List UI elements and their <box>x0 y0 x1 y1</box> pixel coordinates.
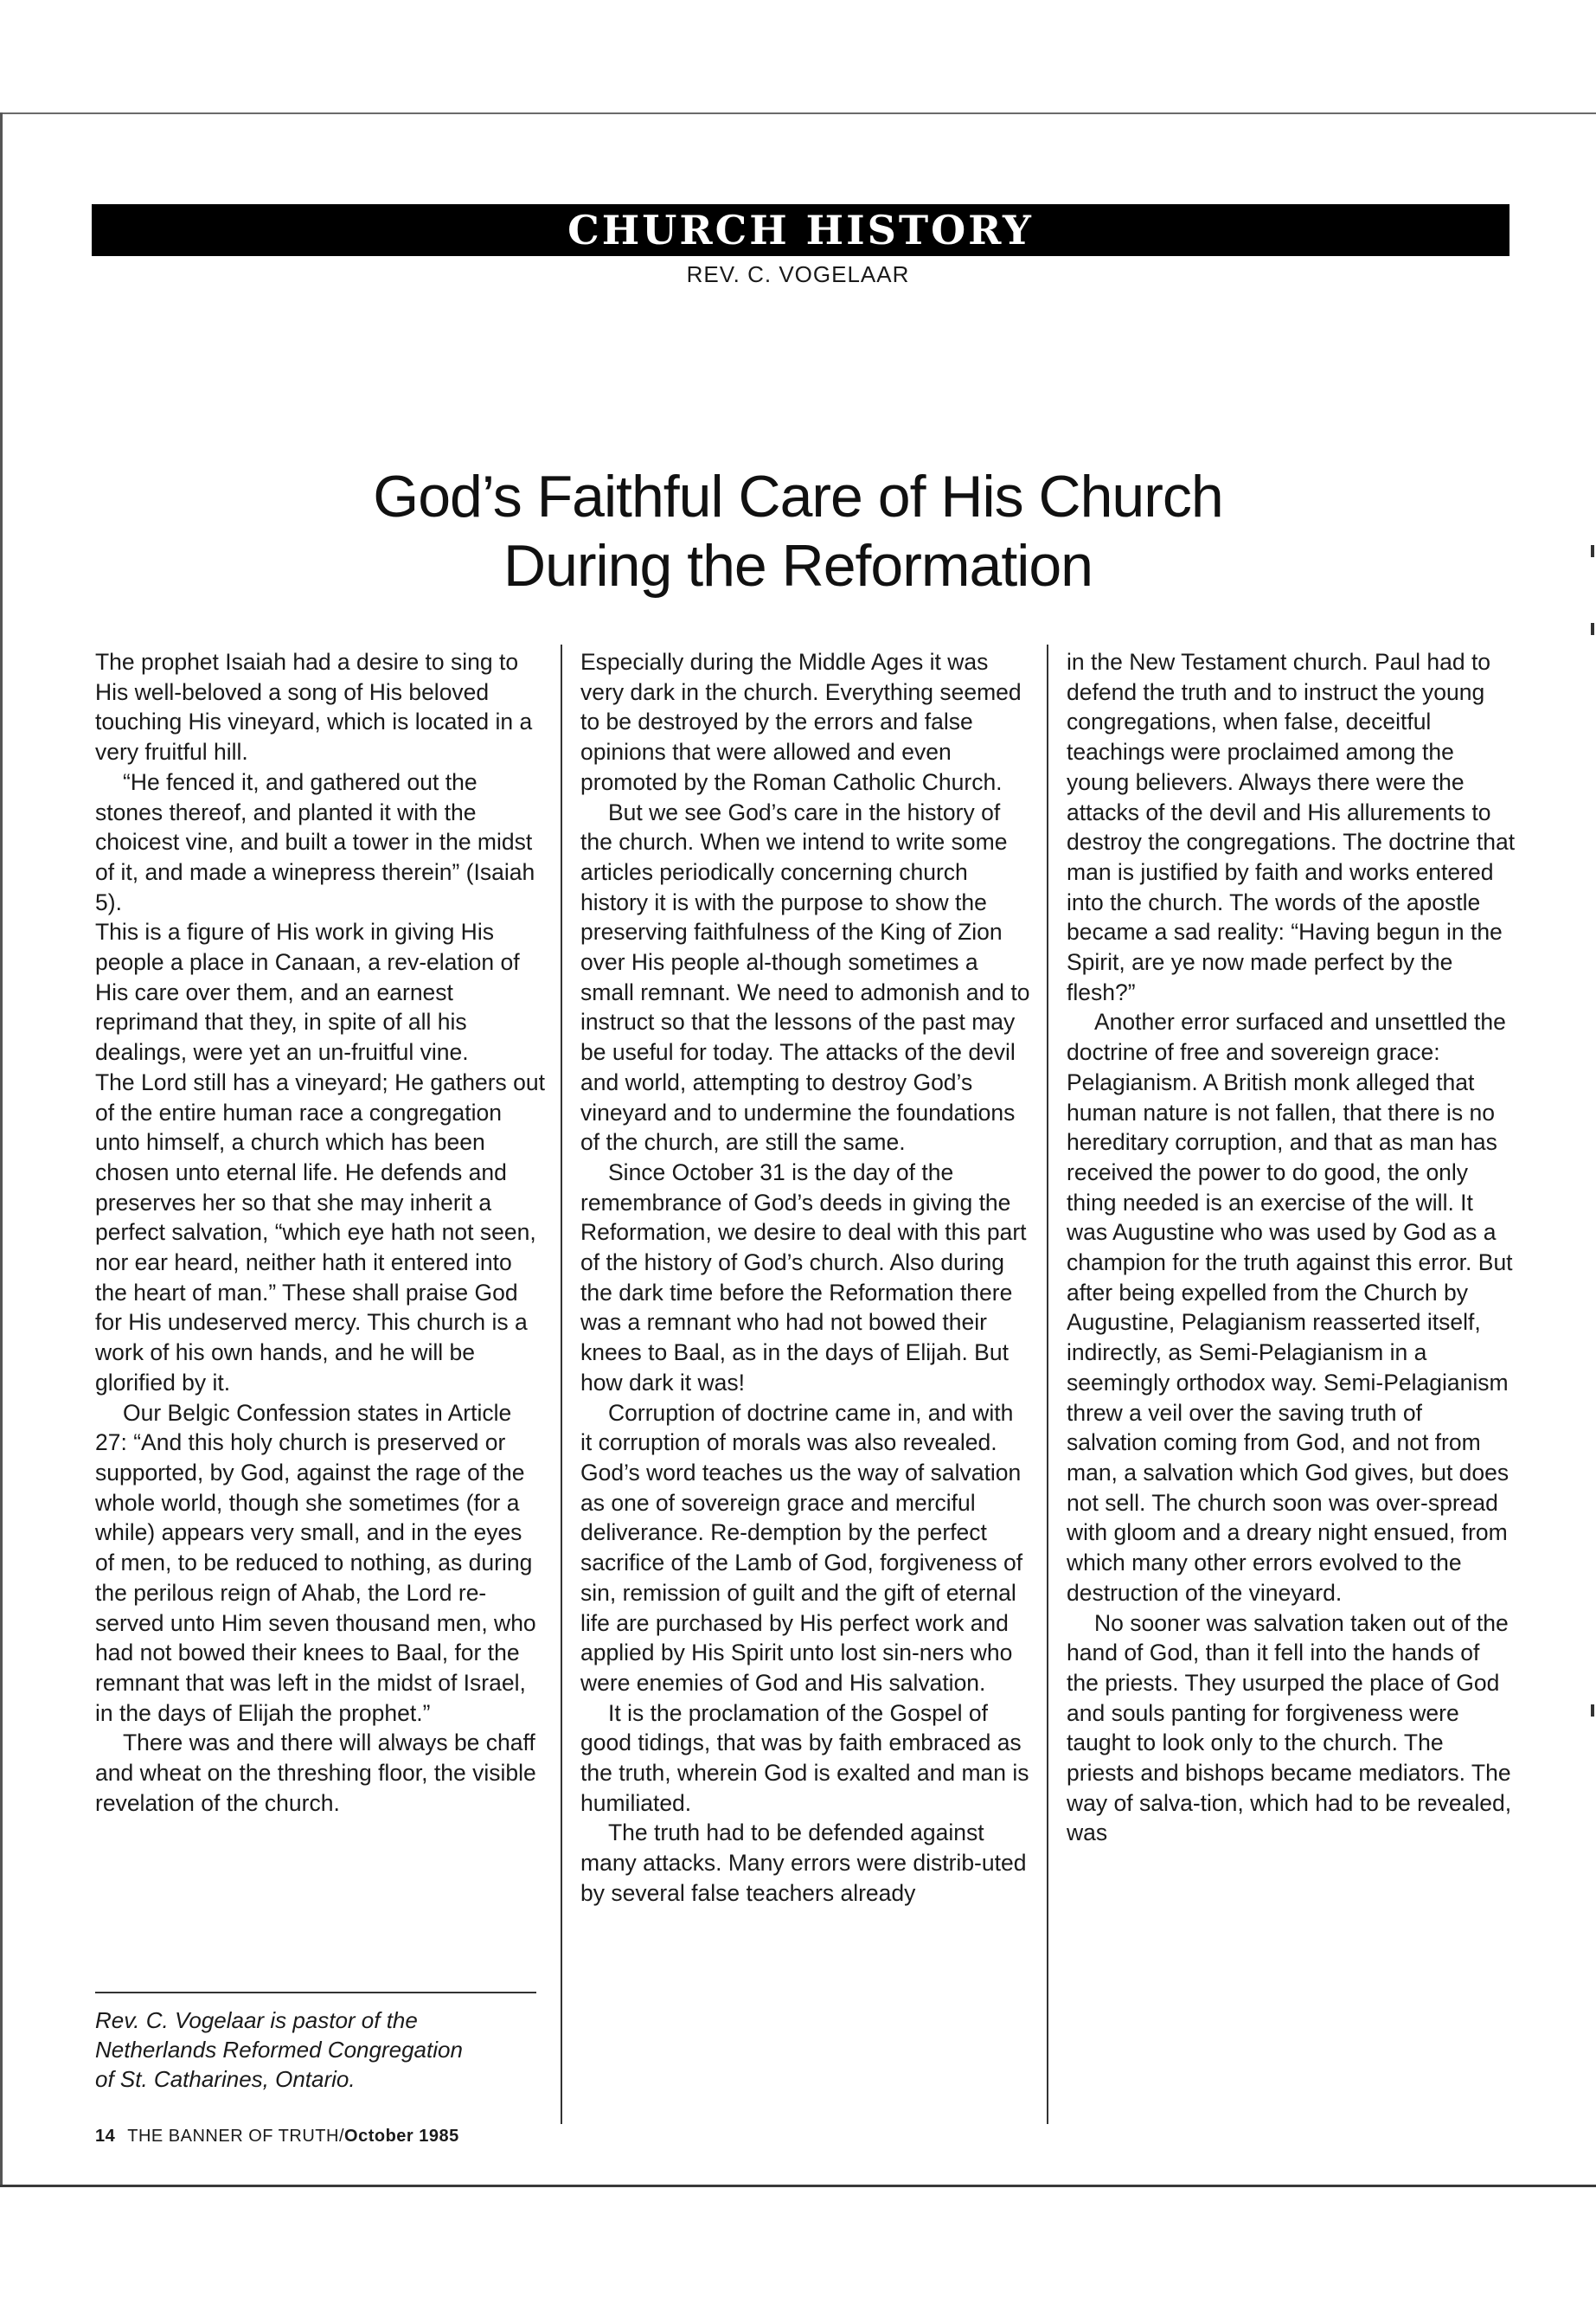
issue-date: October 1985 <box>344 2127 459 2146</box>
paragraph: The Lord still has a vineyard; He gathers out of the entire human race a congregation unto himself, a church which has been chosen unto eternal life. He defends and preserves her so that she may inherit a perfect salvation, “which eye hath not seen, nor ear heard, neither hath it entered into the heart of man.” These shall praise God for His undeserved mercy. This church is a work of his own hands, and he will be glorified by it. <box>95 1069 545 1396</box>
paragraph: The prophet Isaiah had a desire to sing to His well-beloved a song of His beloved touching His vineyard, which is located in a very fruitful hill. <box>95 649 533 766</box>
publication-name: THE BANNER OF TRUTH/ <box>127 2127 345 2146</box>
paragraph: There was and there will always be chaff and wheat on the threshing floor, the visible revelation of the church. <box>95 1730 536 1816</box>
paragraph: No sooner was salvation taken out of the hand of God, than it fell into the hands of the priests. They usurped the place of God and souls panting for forgiveness were taught to look only to the church. The priests and bishops became mediators. The way of salva-tion, which had to be revealed, was <box>1067 1609 1512 1846</box>
paragraph: Corruption of doctrine came in, and with it corruption of morals was also revealed. God’s word teaches us the way of salvation as one of sovereign grace and merciful deliverance. Re-demption by the perfect sacrifice of the Lamb of God, forgiveness of sin, remission of guilt and the gift of eternal life are purchased by His perfect work and applied by His Spirit unto lost sin-ners who were enemies of God and His salvation. <box>580 1399 1023 1696</box>
author-note-line: Rev. C. Vogelaar is pastor of the <box>95 2007 418 2033</box>
paragraph: Another error surfaced and unsettled the doctrine of free and sovereign grace: Pelagianism. A British monk alleged that human nature is not fallen, that there is no hereditary corruption, and that as man has received the power to do good, the only thing needed is an exercise of the will. It was Augustine who was used by God as a champion for the truth against this error. But after being expelled from the Church by Augustine, Pelagianism reasserted itself, indirectly, as Semi-Pelagianism in a seemingly orthodox way. Semi-Pelagianism threw a veil over the saving truth of salvation coming from God, and not from man, a salvation which God gives, but does not sell. The church soon was over-spread with gloom and a dreary night ensued, from which many other errors evolved to the destruction of the vineyard. <box>1067 1009 1513 1606</box>
paragraph: But we see God’s care in the history of the church. When we intend to write some articles periodically concerning church history it is with the purpose to show the preserving faithfulness of the King of Zion over His people al-though sometimes a small remnant. We need to admonish and to instruct so that the lessons of the past may be useful for today. The attacks of the devil and world, attempting to destroy God’s vineyard and to undermine the foundations of the church, are still the same. <box>580 799 1030 1156</box>
page-footer <box>95 2127 459 2147</box>
scan-edge-mark <box>1591 1704 1594 1717</box>
column-divider <box>561 645 562 2124</box>
paragraph: “He fenced it, and gathered out the stones thereof, and planted it with the choicest vine, and built a tower in the midst of it, and made a winepress therein” (Isaiah 5). <box>95 768 535 915</box>
section-banner: CHURCH HISTORY <box>92 204 1509 256</box>
paragraph: This is a figure of His work in giving His people a place in Canaan, a rev-elation of His care over them, and an earnest reprimand that they, in spite of all his dealings, were yet an un-fruitful vine. <box>95 919 520 1066</box>
article-title-line-1: God’s Faithful Care of His Church <box>373 464 1223 529</box>
paragraph: It is the proclamation of the Gospel of good tidings, that was by faith embraced as the truth, wherein God is exalted and man is humiliated. <box>580 1699 1029 1816</box>
scan-edge-mark <box>1591 623 1594 635</box>
author-note-line: of St. Catharines, Ontario. <box>95 2066 356 2092</box>
article-column-2 <box>580 647 1030 1909</box>
author-note <box>95 2006 545 2094</box>
article-column-3 <box>1067 647 1516 1848</box>
paragraph: Our Belgic Confession states in Article 27: “And this holy church is preserved or supported, by God, against the rage of the whole world, though she sometimes (for a while) appears very small, and in the eyes of men, to be reduced to nothing, as during the perilous reign of Ahab, the Lord re-served unto Him seven thousand men, who had not bowed their knees to Baal, for the remnant that was left in the midst of Israel, in the days of Elijah the prophet.” <box>95 1399 536 1726</box>
paragraph: Since October 31 is the day of the remembrance of God’s deeds in giving the Reformation, we desire to deal with this part of the history of God’s church. Also during the dark time before the Reformation there was a remnant who had not bowed their knees to Baal, as in the days of Elijah. But how dark it was! <box>580 1158 1027 1396</box>
byline: REV. C. VOGELAAR <box>686 261 910 287</box>
column-divider <box>1047 645 1048 2124</box>
author-note-line: Netherlands Reformed Congregation <box>95 2037 463 2063</box>
article-title-line-2: During the Reformation <box>503 533 1093 599</box>
paragraph: Especially during the Middle Ages it was very dark in the church. Everything seemed to be destroyed by the errors and false opinions that were allowed and even promoted by the Roman Catholic Church. <box>580 649 1022 795</box>
paragraph: in the New Testament church. Paul had to defend the truth and to instruct the young congregations, when false, deceitful teachings were proclaimed among the young believers. Always there were the attacks of the devil and His allurements to destroy the congregations. The doctrine that man is justified by faith and works entered into the church. The words of the apostle became a sad reality: “Having begun in the Spirit, are ye now made perfect by the flesh?” <box>1067 649 1516 1005</box>
page-number: 14 <box>95 2127 116 2146</box>
scan-bottom-margin <box>0 2185 1596 2304</box>
author-note-divider <box>95 1992 536 1993</box>
scan-top-margin <box>0 0 1596 114</box>
scan-left-edge <box>0 112 3 2185</box>
paragraph: The truth had to be defended against many attacks. Many errors were distrib-uted by several false teachers already <box>580 1819 1027 1906</box>
article-column-1 <box>95 647 545 1818</box>
